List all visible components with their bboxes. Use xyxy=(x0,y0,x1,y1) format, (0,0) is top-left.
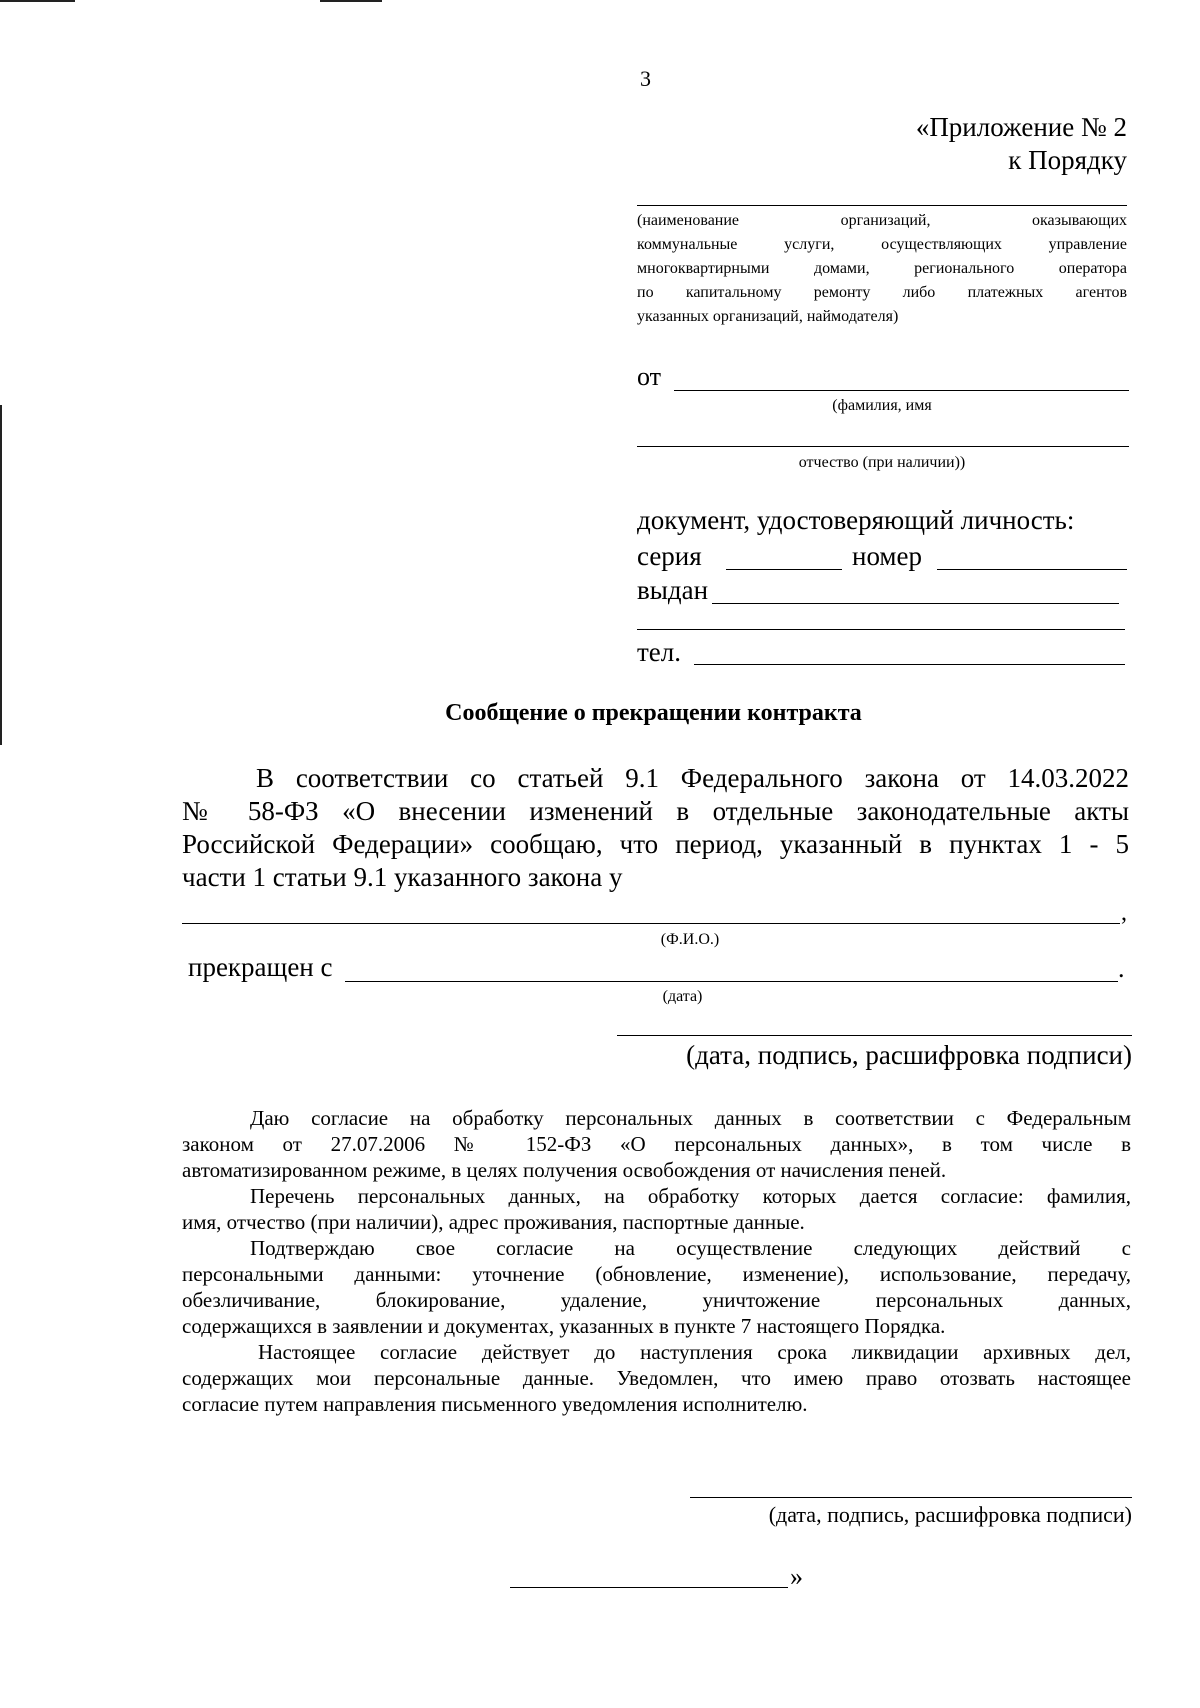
addressee-caption-word-2: организаций, xyxy=(840,212,931,229)
document-title: Сообщение о прекращении контракта xyxy=(445,700,862,726)
phone-label: тел. xyxy=(637,637,682,667)
closing-quote: » xyxy=(790,1562,803,1591)
addressee-line xyxy=(637,205,1127,206)
scan-edge-mark-top-left xyxy=(0,0,75,2)
fio-comma: , xyxy=(1121,900,1127,926)
addressee-caption-word-1: (наименование xyxy=(637,212,740,229)
consent-p4-line-1: Настоящее согласие действует до наступления срока ликвидации архивных дел, xyxy=(258,1340,1131,1364)
closing-line xyxy=(510,1587,788,1588)
body-line-1: В соответствии со статьей 9.1 Федерального закона от 14.03.2022 xyxy=(256,763,1129,793)
addressee-caption-word-3: оказывающих xyxy=(1032,212,1127,229)
from-name-caption: (фамилия, имя xyxy=(832,397,932,414)
issued-continuation-line xyxy=(637,629,1125,630)
phone-line xyxy=(694,664,1125,665)
signature-caption-2: (дата, подпись, расшифровка подписи) xyxy=(768,1502,1132,1527)
appendix-subtitle: к Порядку xyxy=(1008,145,1127,175)
body-line-4: части 1 статьи 9.1 указанного закона у xyxy=(182,862,623,892)
signature-line-2 xyxy=(690,1497,1132,1498)
issued-line xyxy=(712,603,1119,604)
consent-p3-line-2: персональными данными: уточнение (обновление, изменение), использование, передачу, xyxy=(182,1262,1131,1286)
consent-p4-line-2: содержащих мои персональные данные. Уведомлен, что имею право отозвать настоящее xyxy=(182,1366,1131,1390)
consent-block xyxy=(182,1105,1131,1417)
from-name-line xyxy=(674,390,1129,391)
consent-p3-line-3: обезличивание, блокирование, удаление, уничтожение персональных данных, xyxy=(182,1288,1131,1312)
addressee-caption-line-5: указанных организаций, наймодателя) xyxy=(637,308,899,325)
consent-p1-line-3: автоматизированном режиме, в целях получения освобождения от начисления пеней. xyxy=(182,1158,947,1182)
body-line-2: № 58-ФЗ «О внесении изменений в отдельные законодательные акты xyxy=(182,796,1129,826)
terminated-period: . xyxy=(1118,954,1125,983)
consent-p2-line-1: Перечень персональных данных, на обработку которых дается согласие: фамилия, xyxy=(250,1184,1131,1208)
fio-caption: (Ф.И.О.) xyxy=(660,931,720,948)
from-patronymic-caption: отчество (при наличии)) xyxy=(798,454,966,471)
addressee-caption xyxy=(637,209,1127,329)
number-label: номер xyxy=(852,541,923,571)
consent-p4-line-3: согласие путем направления письменного уведомления исполнителю. xyxy=(182,1392,808,1416)
consent-p1-line-2: законом от 27.07.2006 № 152-ФЗ «О персональных данных», в том числе в xyxy=(182,1132,1131,1156)
terminated-label: прекращен с xyxy=(188,952,333,982)
consent-p3-line-4: содержащихся в заявлении и документах, указанных в пункте 7 настоящего Порядка. xyxy=(182,1314,946,1338)
body-line-3: Российской Федерации» сообщаю, что период, указанный в пунктах 1 - 5 xyxy=(182,829,1129,859)
consent-p2-line-2: имя, отчество (при наличии), адрес проживания, паспортные данные. xyxy=(182,1210,805,1234)
page-number: 3 xyxy=(640,66,651,91)
scan-edge-mark-left xyxy=(0,405,2,745)
consent-p1-line-1: Даю согласие на обработку персональных данных в соответствии с Федеральным xyxy=(250,1106,1131,1130)
series-label: серия xyxy=(637,541,702,571)
addressee-caption-line-3: многоквартирными домами, регионального оператора xyxy=(637,260,1127,277)
signature-caption-1: (дата, подпись, расшифровка подписи) xyxy=(686,1040,1132,1070)
series-line xyxy=(726,569,842,570)
number-line xyxy=(937,569,1127,570)
from-label: от xyxy=(637,362,662,391)
signature-line-1 xyxy=(617,1035,1132,1036)
addressee-caption-line-2: коммунальные услуги, осуществляющих управление xyxy=(637,236,1127,253)
identity-heading: документ, удостоверяющий личность: xyxy=(637,505,1075,535)
appendix-title: «Приложение № 2 xyxy=(915,112,1127,142)
addressee-caption-line-4: по капитальному ремонту либо платежных агентов xyxy=(637,284,1127,301)
body-paragraph xyxy=(182,762,1129,894)
consent-p3-line-1: Подтверждаю свое согласие на осуществление следующих действий с xyxy=(250,1236,1131,1260)
from-patronymic-line xyxy=(637,446,1129,447)
date-caption: (дата) xyxy=(662,988,703,1005)
scan-edge-mark-top xyxy=(320,0,382,2)
fio-line xyxy=(182,923,1120,924)
issued-label: выдан xyxy=(637,575,709,605)
terminated-date-line xyxy=(345,981,1118,982)
